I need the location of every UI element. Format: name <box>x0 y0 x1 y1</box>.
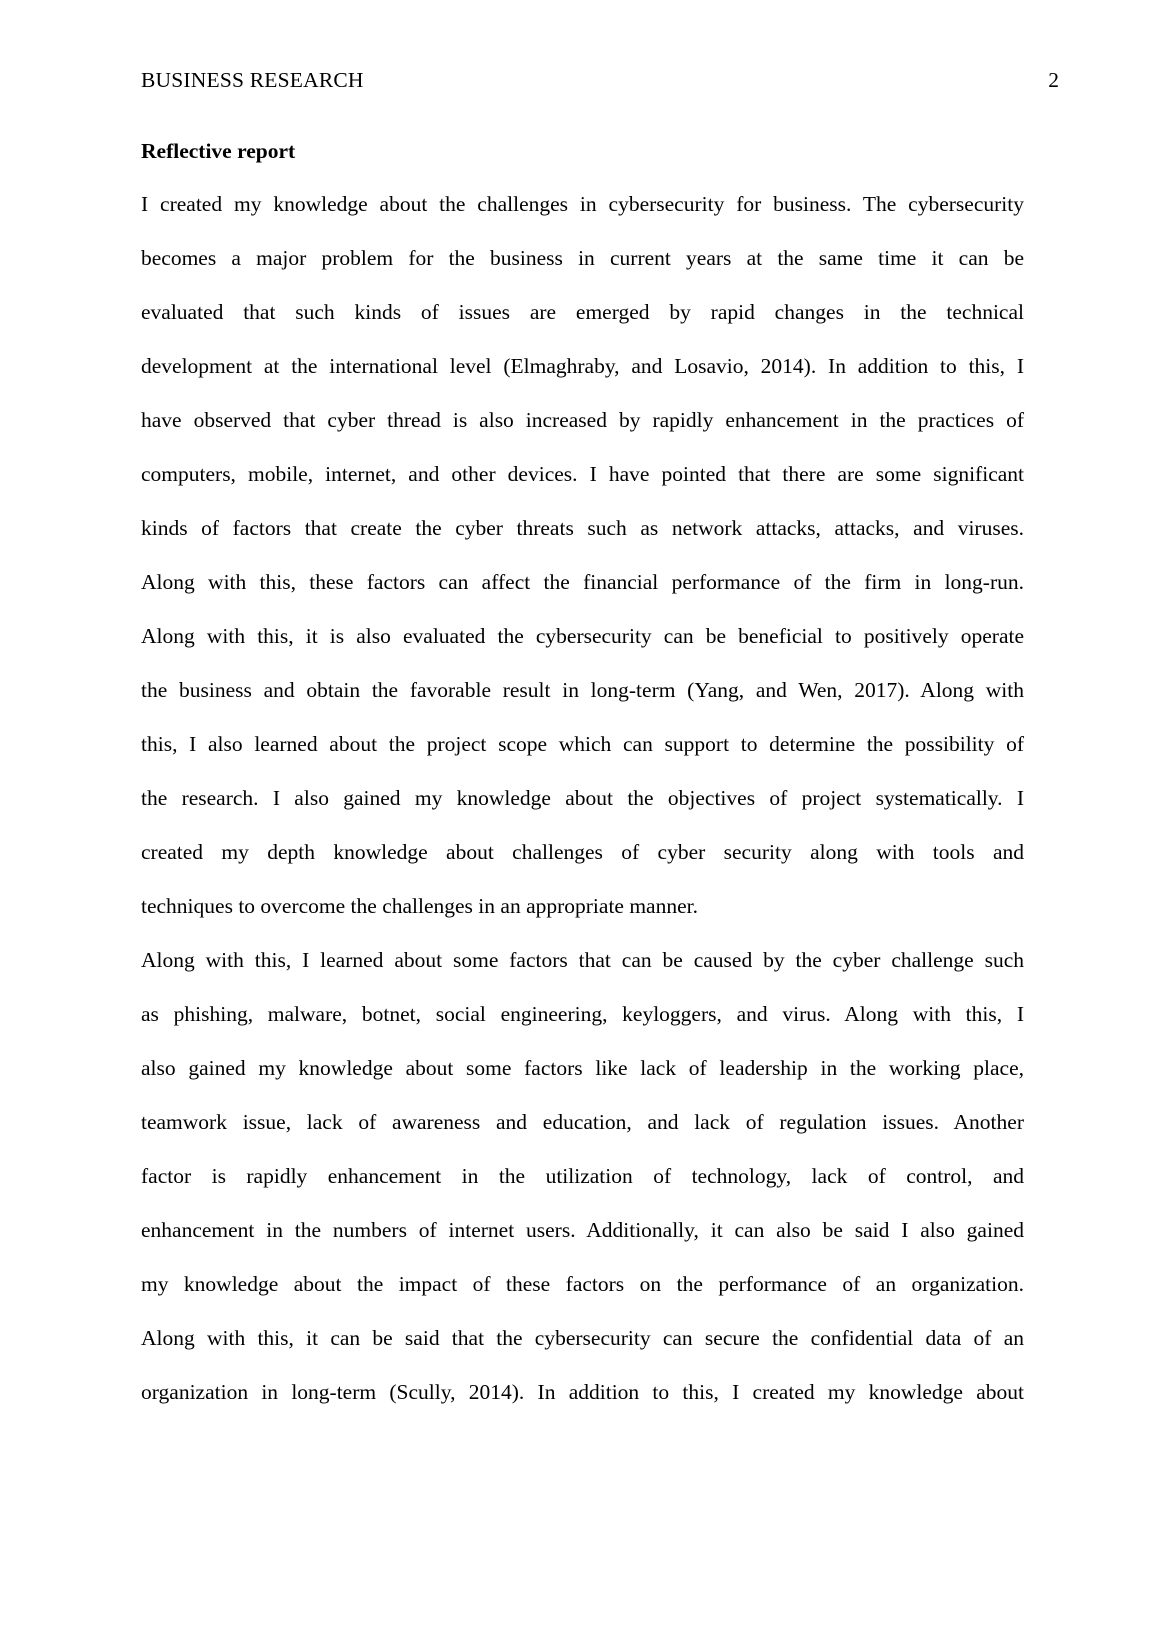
text-line: have observed that cyber thread is also increased by rapidly enhancement in the practices of <box>141 408 1024 432</box>
section-heading: Reflective report <box>141 139 296 163</box>
text-line: enhancement in the numbers of internet users. Additionally, it can also be said I also gained <box>141 1218 1024 1242</box>
body-text <box>141 191 1024 1433</box>
paragraph-1 <box>141 191 1024 947</box>
text-line: teamwork issue, lack of awareness and education, and lack of regulation issues. Another <box>141 1110 1024 1134</box>
text-line: Along with this, these factors can affect the financial performance of the firm in long-run. <box>141 570 1024 594</box>
text-line: computers, mobile, internet, and other devices. I have pointed that there are some significant <box>141 462 1024 486</box>
text-line: techniques to overcome the challenges in an appropriate manner. <box>141 894 698 918</box>
text-line: as phishing, malware, botnet, social engineering, keyloggers, and virus. Along with this, I <box>141 1002 1024 1026</box>
text-line: this, I also learned about the project scope which can support to determine the possibility of <box>141 732 1024 756</box>
text-line: I created my knowledge about the challenges in cybersecurity for business. The cybersecurity <box>141 192 1024 216</box>
text-line: Along with this, it is also evaluated the cybersecurity can be beneficial to positively operate <box>141 624 1024 648</box>
text-line: development at the international level (Elmaghraby, and Losavio, 2014). In addition to this, I <box>141 354 1024 378</box>
text-line: evaluated that such kinds of issues are emerged by rapid changes in the technical <box>141 300 1024 324</box>
text-line: Along with this, it can be said that the cybersecurity can secure the confidential data of an <box>141 1326 1024 1350</box>
text-line: becomes a major problem for the business in current years at the same time it can be <box>141 246 1024 270</box>
running-head: BUSINESS RESEARCH <box>141 68 364 92</box>
text-line: factor is rapidly enhancement in the utilization of technology, lack of control, and <box>141 1164 1024 1188</box>
paragraph-2 <box>141 947 1024 1433</box>
text-line: kinds of factors that create the cyber threats such as network attacks, attacks, and viruses. <box>141 516 1024 540</box>
text-line: created my depth knowledge about challenges of cyber security along with tools and <box>141 840 1024 864</box>
text-line: Along with this, I learned about some factors that can be caused by the cyber challenge such <box>141 948 1024 972</box>
text-line: the research. I also gained my knowledge about the objectives of project systematically. I <box>141 786 1024 810</box>
text-line: organization in long-term (Scully, 2014). In addition to this, I created my knowledge about <box>141 1380 1024 1404</box>
text-line: my knowledge about the impact of these factors on the performance of an organization. <box>141 1272 1024 1296</box>
page-number: 2 <box>1048 68 1059 92</box>
text-line: also gained my knowledge about some factors like lack of leadership in the working place, <box>141 1056 1024 1080</box>
text-line: the business and obtain the favorable result in long-term (Yang, and Wen, 2017). Along with <box>141 678 1024 702</box>
